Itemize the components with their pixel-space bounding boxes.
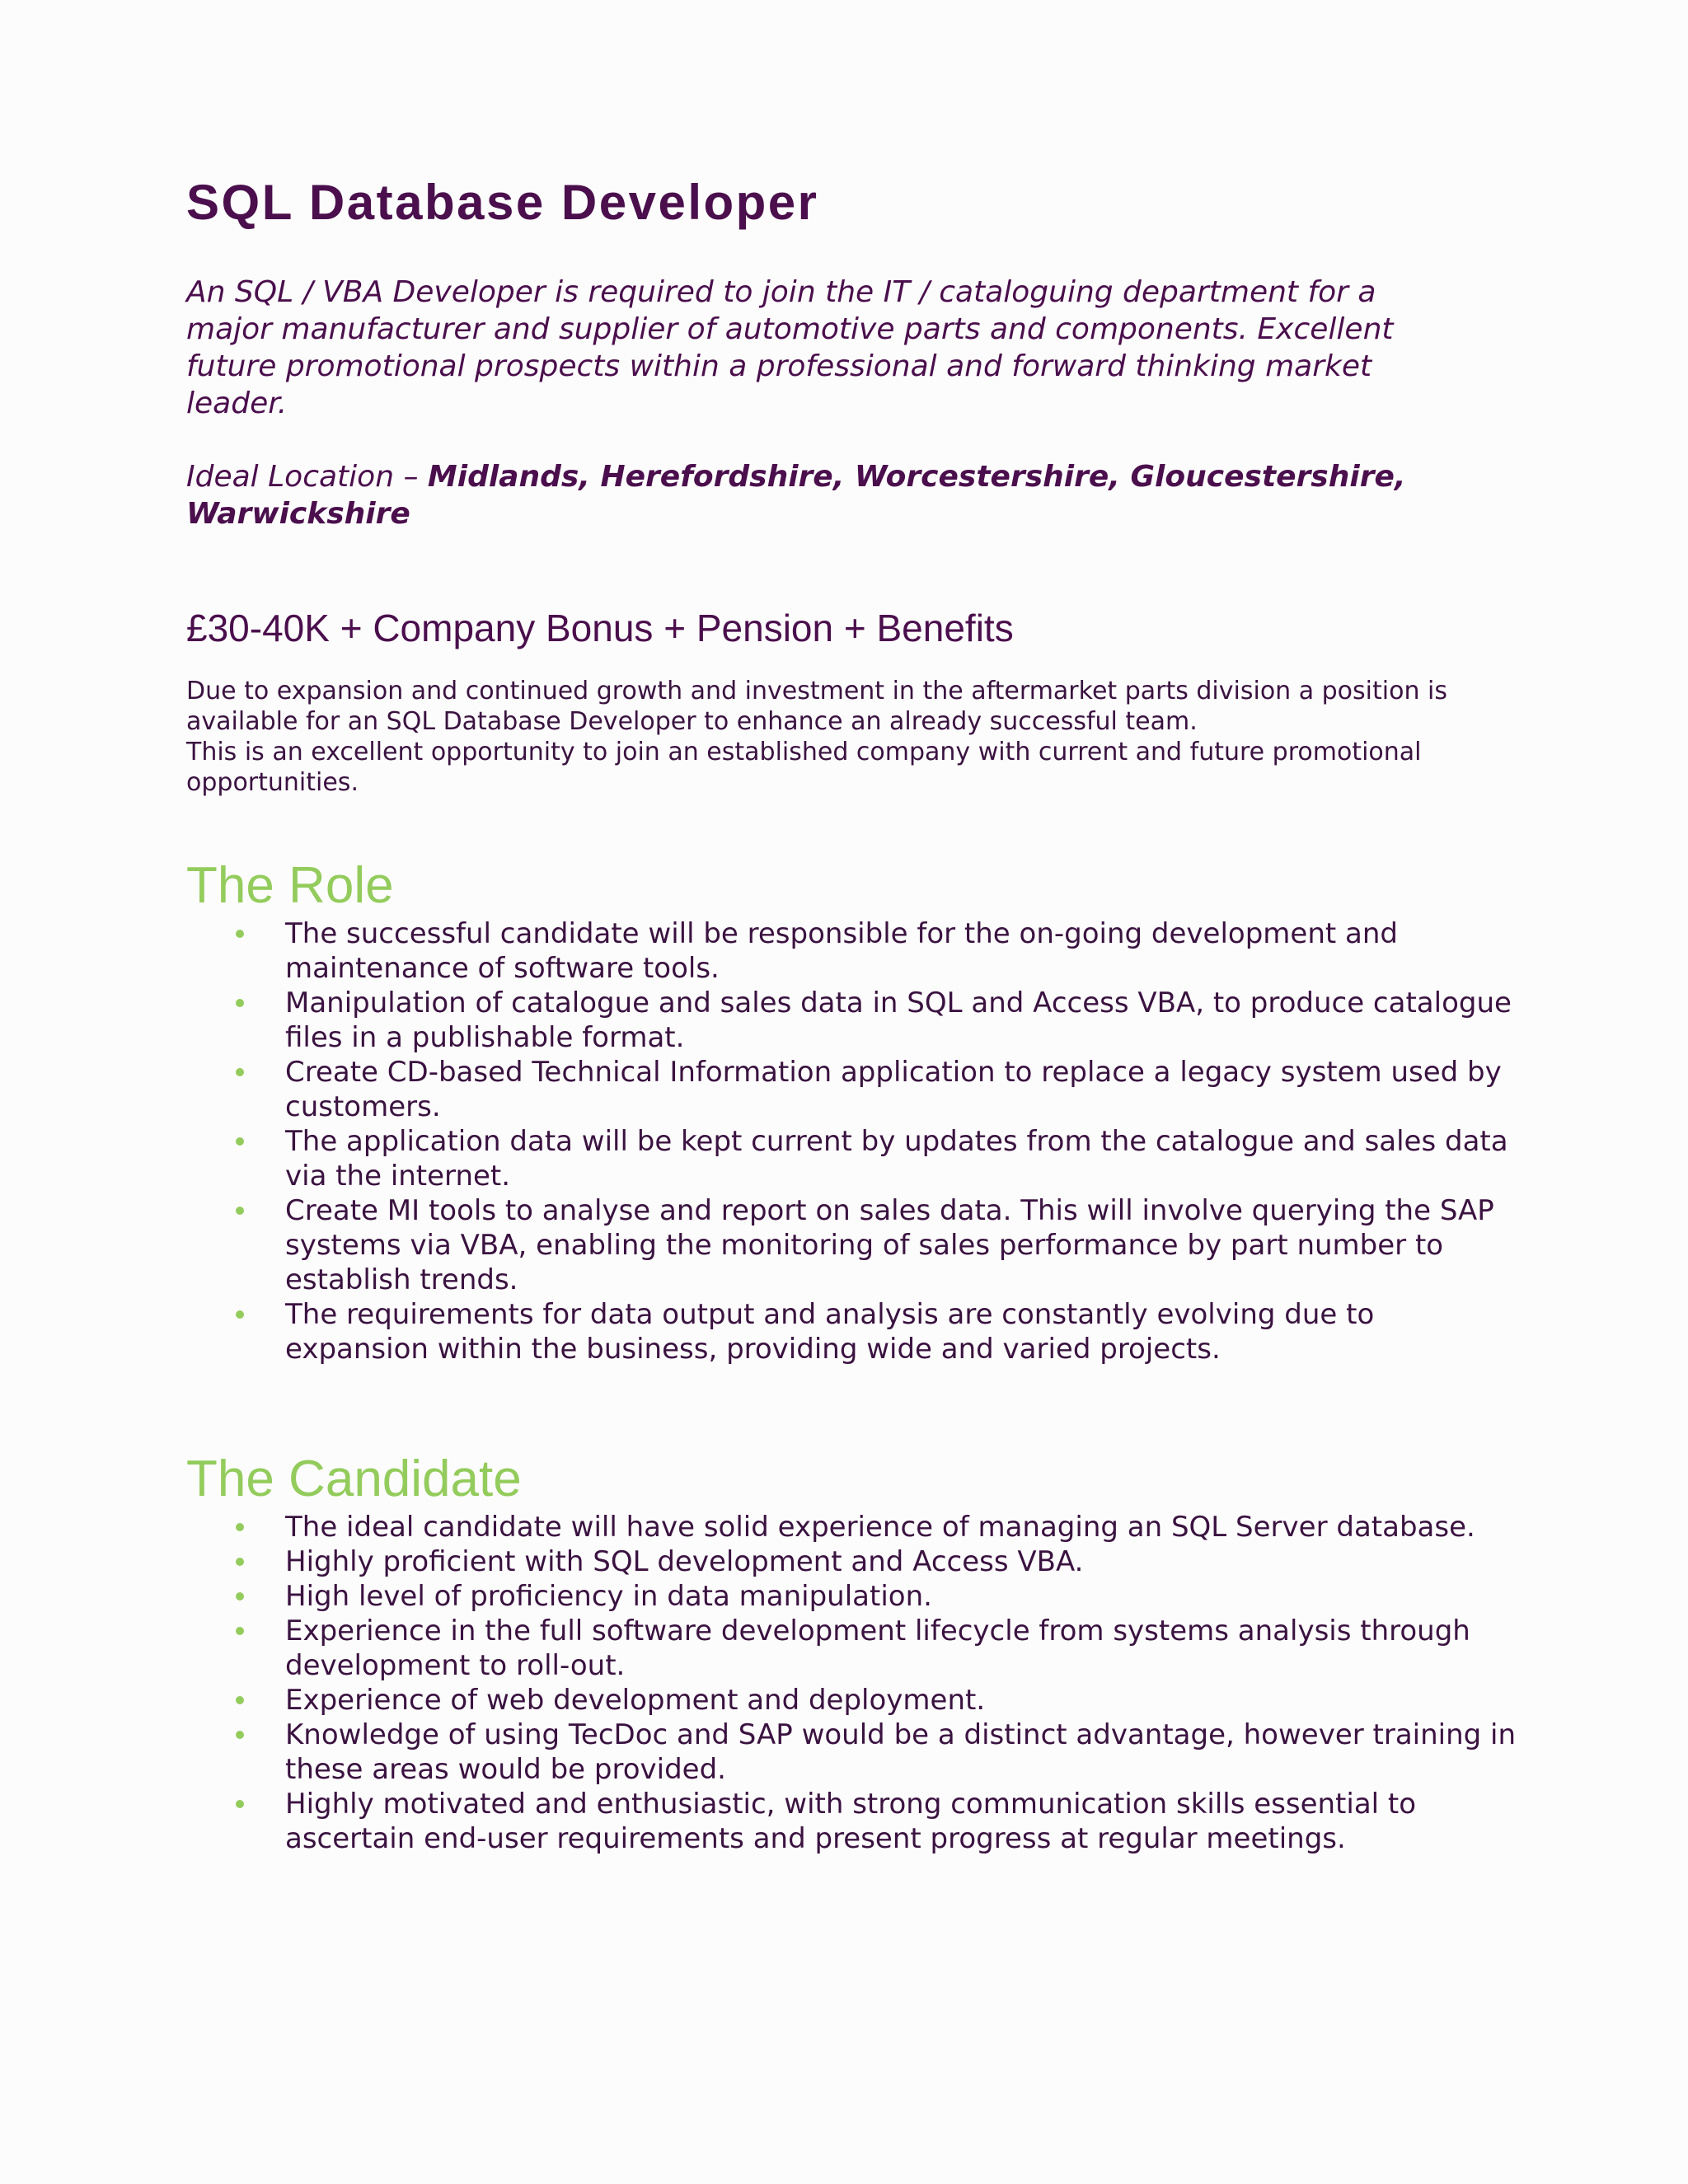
bullet-icon [236, 1800, 244, 1808]
location-label: Ideal Location – [186, 460, 428, 494]
list-item-text: The application data will be kept current by updates from the catalogue and sales data via the internet. [285, 1125, 1508, 1193]
description-paragraph: This is an excellent opportunity to join an established company with current and future promotional opportunities. [186, 738, 1422, 797]
intro-paragraph: An SQL / VBA Developer is required to join the IT / cataloguing department for a major manufacturer and supplier of automotive parts and components. Excellent future promotional prospects within a professional and forward thinking market leader. [186, 275, 1394, 420]
list-item [186, 1297, 1522, 1366]
role-list [186, 916, 1522, 1366]
list-item-text: Create MI tools to analyse and report on sales data. This will involve querying the SAP systems via VBA, enabling the monitoring of sales performance by part number to establish trends. [285, 1194, 1494, 1296]
list-item [186, 1193, 1522, 1297]
list-item-text: Experience of web development and deployment. [285, 1684, 986, 1717]
bullet-icon [236, 1137, 244, 1146]
list-item [186, 1614, 1522, 1683]
salary-line: £30-40K + Company Bonus + Pension + Benefits [186, 607, 1014, 649]
list-item-text: Manipulation of catalogue and sales data in SQL and Access VBA, to produce catalogue files in a publishable format. [285, 987, 1512, 1054]
list-item [186, 986, 1522, 1055]
bullet-icon [236, 1523, 244, 1531]
list-item-text: The successful candidate will be responsible for the on-going development and maintenance of software tools. [285, 917, 1398, 985]
list-item [186, 1683, 1522, 1718]
bullet-icon [236, 930, 244, 938]
list-item-text: Highly motivated and enthusiastic, with strong communication skills essential to ascertain end-user requirements and present progress at regular meetings. [285, 1788, 1417, 1855]
location-places: Midlands, Herefordshire, Worcestershire, Gloucestershire, Warwickshire [186, 460, 1406, 531]
list-item-text: The requirements for data output and analysis are constantly evolving due to expansion within the business, providing wide and varied projects. [285, 1298, 1375, 1366]
list-item [186, 1718, 1522, 1787]
job-advert-page [186, 173, 1522, 1856]
role-heading: The Role [186, 857, 394, 914]
location-line [186, 458, 1480, 532]
bullet-icon [236, 1068, 244, 1076]
page-title: SQL Database Developer [186, 175, 819, 230]
bullet-icon [236, 1627, 244, 1635]
list-item-text: The ideal candidate will have solid experience of managing an SQL Server database. [285, 1511, 1475, 1544]
list-item-text: Highly proficient with SQL development and Access VBA. [285, 1545, 1084, 1578]
list-item-text: High level of proficiency in data manipulation. [285, 1580, 932, 1613]
bullet-icon [236, 999, 244, 1007]
list-item-text: Create CD-based Technical Information application to replace a legacy system used by customers. [285, 1056, 1502, 1123]
list-item [186, 1055, 1522, 1124]
description-paragraph: Due to expansion and continued growth and investment in the aftermarket parts division a position is available for an SQL Database Developer to enhance an already successful team. [186, 677, 1447, 736]
bullet-icon [236, 1731, 244, 1739]
bullet-icon [236, 1696, 244, 1704]
list-item [186, 1544, 1522, 1579]
list-item-text: Knowledge of using TecDoc and SAP would be a distinct advantage, however training in these areas would be provided. [285, 1718, 1517, 1786]
list-item [186, 1579, 1522, 1614]
bullet-icon [236, 1310, 244, 1319]
candidate-list [186, 1510, 1522, 1856]
candidate-heading: The Candidate [186, 1451, 522, 1507]
bullet-icon [236, 1592, 244, 1601]
description-block [186, 676, 1513, 798]
bullet-icon [236, 1207, 244, 1215]
list-item [186, 1510, 1522, 1544]
list-item-text: Experience in the full software development lifecycle from systems analysis through development to roll-out. [285, 1615, 1470, 1682]
bullet-icon [236, 1558, 244, 1566]
list-item [186, 1124, 1522, 1193]
list-item [186, 916, 1522, 986]
list-item [186, 1787, 1522, 1856]
